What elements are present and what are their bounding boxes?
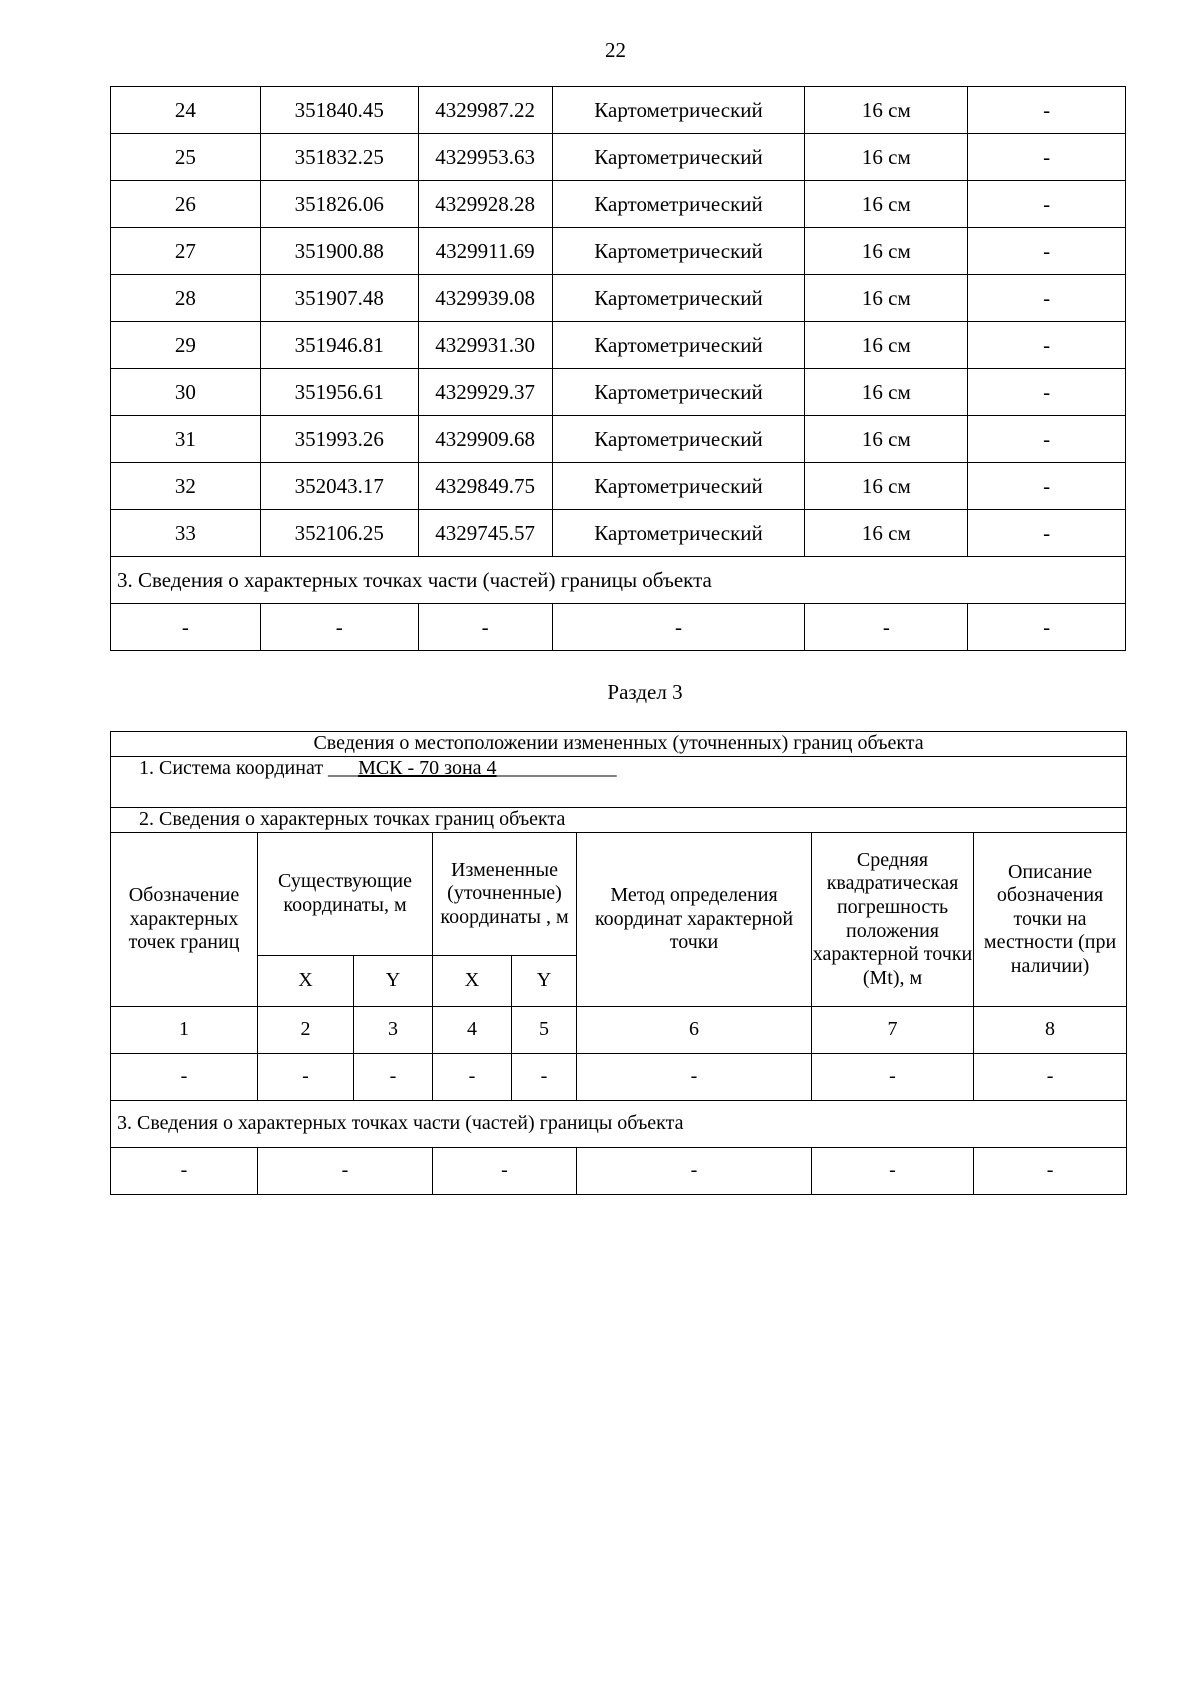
table-title-row [111,732,1127,757]
table-row [111,369,1126,416]
table-cell: 351832.25 [260,134,418,181]
table-cell: Картометрический [552,369,805,416]
part-points-heading-row [111,557,1126,604]
table-cell: 352106.25 [260,510,418,557]
table-row [111,510,1126,557]
table-cell: Картометрический [552,87,805,134]
table-cell: - [812,1148,974,1195]
part-points-heading-2: 3. Сведения о характерных точках части (частей) границы объекта [111,1101,1127,1148]
table-cell: 4329745.57 [418,510,552,557]
table-row [111,181,1126,228]
table-cell: Картометрический [552,181,805,228]
table-cell: - [111,604,261,651]
table-cell: - [577,1148,812,1195]
table-cell: - [968,463,1126,510]
column-number: 6 [577,1007,812,1054]
table-cell: 16 см [805,275,968,322]
header-y2: Y [512,956,577,1007]
table-cell: Картометрический [552,322,805,369]
table-cell: 16 см [805,134,968,181]
table-row [111,322,1126,369]
table-cell: - [258,1054,354,1101]
column-number: 2 [258,1007,354,1054]
part-points-row-2 [111,1148,1127,1195]
table-cell: 4329929.37 [418,369,552,416]
table-cell: - [512,1054,577,1101]
table-cell: 16 см [805,416,968,463]
table-cell: Картометрический [552,134,805,181]
table-cell: - [968,228,1126,275]
table-cell: - [968,369,1126,416]
header-row [111,833,1127,956]
column-number: 4 [433,1007,512,1054]
table-cell: - [974,1054,1127,1101]
header-existing-coords: Существующие координаты, м [258,833,433,956]
table-cell: 4329987.22 [418,87,552,134]
part-points-heading-row-2 [111,1101,1127,1148]
column-number: 3 [354,1007,433,1054]
header-x: X [258,956,354,1007]
table-cell: - [812,1054,974,1101]
table-cell: - [968,181,1126,228]
table-cell: 351840.45 [260,87,418,134]
table-cell: Картометрический [552,275,805,322]
table-cell: 31 [111,416,261,463]
part-points-row [111,604,1126,651]
table-cell: 28 [111,275,261,322]
table-row [111,275,1126,322]
table-row [111,134,1126,181]
table-cell: 4329928.28 [418,181,552,228]
table-row [111,228,1126,275]
table-row [111,463,1126,510]
table-cell: Картометрический [552,416,805,463]
table-title: Сведения о местоположении измененных (уточненных) границ объекта [111,732,1127,757]
table-cell: 27 [111,228,261,275]
header-accuracy: Средняя квадратическая погрешность положения характерной точки (Mt), м [812,833,974,1007]
table-cell: - [805,604,968,651]
table-cell: 16 см [805,228,968,275]
table-cell: - [974,1148,1127,1195]
boundary-points-body [111,87,1126,557]
changed-boundaries-table [110,731,1127,1195]
table-cell: - [433,1148,577,1195]
table-cell: - [552,604,805,651]
table-cell: Картометрический [552,228,805,275]
table-cell: Картометрический [552,463,805,510]
table-cell: 26 [111,181,261,228]
header-point-designation: Обозначение характерных точек границ [111,833,258,1007]
header-y: Y [354,956,433,1007]
table-cell: - [968,134,1126,181]
table-cell: 351907.48 [260,275,418,322]
table-cell: 4329931.30 [418,322,552,369]
section-title: Раздел 3 [607,680,683,704]
points-heading: 2. Сведения о характерных точках границ объекта [111,808,1127,833]
column-number: 8 [974,1007,1127,1054]
header-description: Описание обозначения точки на местности (при наличии) [974,833,1127,1007]
table-cell: 16 см [805,463,968,510]
column-number: 5 [512,1007,577,1054]
table-cell: 32 [111,463,261,510]
table-cell: 33 [111,510,261,557]
part-points-heading: 3. Сведения о характерных точках части (частей) границы объекта [111,557,1126,604]
table-row [111,87,1126,134]
table-cell: 30 [111,369,261,416]
boundary-points-table [110,86,1126,651]
points-heading-row [111,808,1127,833]
coord-system-row [111,757,1127,808]
table-cell: 351993.26 [260,416,418,463]
table-cell: - [968,322,1126,369]
table-cell: 16 см [805,510,968,557]
table-cell: - [968,87,1126,134]
coord-system-label: 1. Система координат ___ [139,757,359,779]
table-cell: - [968,510,1126,557]
table-row [111,416,1126,463]
coord-system-trail: ____________ [496,757,617,779]
header-x2: X [433,956,512,1007]
table-cell: 351826.06 [260,181,418,228]
coord-system-cell [111,757,1127,808]
table-cell: - [111,1054,258,1101]
column-number: 1 [111,1007,258,1054]
table-cell: 4329953.63 [418,134,552,181]
table-cell: - [111,1148,258,1195]
table-cell: 29 [111,322,261,369]
table-cell: 24 [111,87,261,134]
table-cell: 352043.17 [260,463,418,510]
table-cell: - [418,604,552,651]
table-row [111,1054,1127,1101]
table-cell: - [968,604,1126,651]
header-method: Метод определения координат характерной точки [577,833,812,1007]
table-cell: - [433,1054,512,1101]
table-cell: 351956.61 [260,369,418,416]
page-number: 22 [605,38,626,62]
table-cell: 16 см [805,181,968,228]
table-cell: 4329909.68 [418,416,552,463]
table-cell: 4329911.69 [418,228,552,275]
table-cell: - [968,416,1126,463]
table-cell: 4329939.08 [418,275,552,322]
table-cell: - [577,1054,812,1101]
table-cell: 16 см [805,369,968,416]
table-cell: - [968,275,1126,322]
column-number: 7 [812,1007,974,1054]
table-cell: 16 см [805,322,968,369]
table-cell: 351900.88 [260,228,418,275]
header-changed-coords: Измененные (уточненные) координаты , м [433,833,577,956]
table-cell: - [260,604,418,651]
table-cell: 25 [111,134,261,181]
table-cell: Картометрический [552,510,805,557]
table-cell: 351946.81 [260,322,418,369]
table-cell: 16 см [805,87,968,134]
table-cell: - [354,1054,433,1101]
table-cell: 4329849.75 [418,463,552,510]
coord-system-value: МСК - 70 зона 4 [358,757,497,779]
column-numbers-row [111,1007,1127,1054]
table-cell: - [258,1148,433,1195]
